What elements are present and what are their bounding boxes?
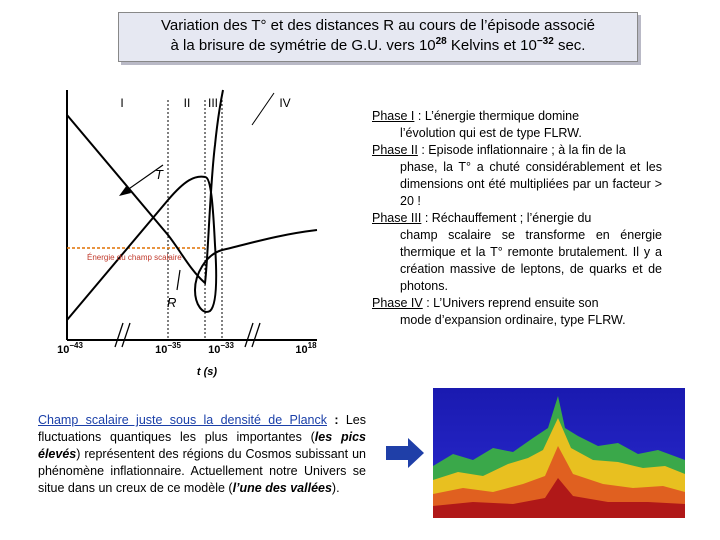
- phase-divider-4: [252, 93, 274, 125]
- r-pointer-line: [177, 270, 180, 290]
- title-box: [118, 12, 638, 62]
- scalar-field-caption: Champ scalaire juste sous la densité de Planck : Les fluctuations quantiques les plus importantes (les pics élevés) représentent des régions du Cosmos subissant un phénomène inflationnaire. Actuellement notre Univers se situe dans un creux de ce modèle (l’une des vallées).: [38, 413, 366, 495]
- tick-label-1: $10^{-43}$: [57, 341, 83, 356]
- phase-4-name: Phase IV: [372, 296, 423, 310]
- curve-t-label: T: [155, 167, 163, 182]
- caption-lead: Champ scalaire juste sous la densité de Planck: [38, 413, 327, 427]
- phase-label-2: II: [183, 96, 191, 110]
- t-pointer-head: [119, 185, 131, 196]
- tick-label-3: $10^{-33}$: [208, 341, 234, 356]
- phase-label-4: IV: [279, 96, 291, 110]
- axis-break-right: [245, 323, 260, 347]
- phase-3-name: Phase III: [372, 211, 422, 225]
- phase-3-description: Phase III : Réchauffement ; l’énergie du champ scalaire se transforme en énergie thermique et la T° remonte brutalement. Il y a création massive de leptons, de quarks et de photons.: [372, 211, 662, 293]
- title-line-1: Variation des T° et des distances R au cours de l’épisode associé: [160, 17, 596, 34]
- phase-1-name: Phase I: [372, 109, 415, 123]
- phase-label-3: III: [207, 96, 219, 110]
- scalar-field-surface-icon: [433, 388, 685, 518]
- x-axis-label: t (s): [196, 366, 218, 378]
- scalar-energy-label: Énergie du champ scalaire: [87, 253, 182, 262]
- tick-label-2: $10^{-35}$: [155, 341, 181, 356]
- right-arrow-icon: [386, 438, 424, 468]
- title-line-2: à la brisure de symétrie de G.U. vers $10^{28}$ Kelvins et $10^{-32}$ sec.: [170, 36, 586, 54]
- phase-2-description: Phase II : Episode inflationnaire ; à la fin de la phase, la T° a chuté considérablement et les dimensions ont été multipliées par un facteur > 20 !: [372, 143, 662, 208]
- curve-r-label: R: [167, 295, 177, 310]
- phase-2-name: Phase II: [372, 143, 418, 157]
- phase-1-description: Phase I : L’énergie thermique domine l’évolution qui est de type FLRW.: [372, 109, 582, 140]
- phase-descriptions: [372, 108, 662, 329]
- tick-label-4: $10^{18}$: [295, 341, 317, 356]
- temperature-distance-diagram: [55, 85, 325, 385]
- phase-label-1: I: [120, 96, 124, 110]
- phase-4-description: Phase IV : L’Univers reprend ensuite son mode d’expansion ordinaire, type FLRW.: [372, 296, 626, 327]
- axis-break-left: [115, 323, 130, 347]
